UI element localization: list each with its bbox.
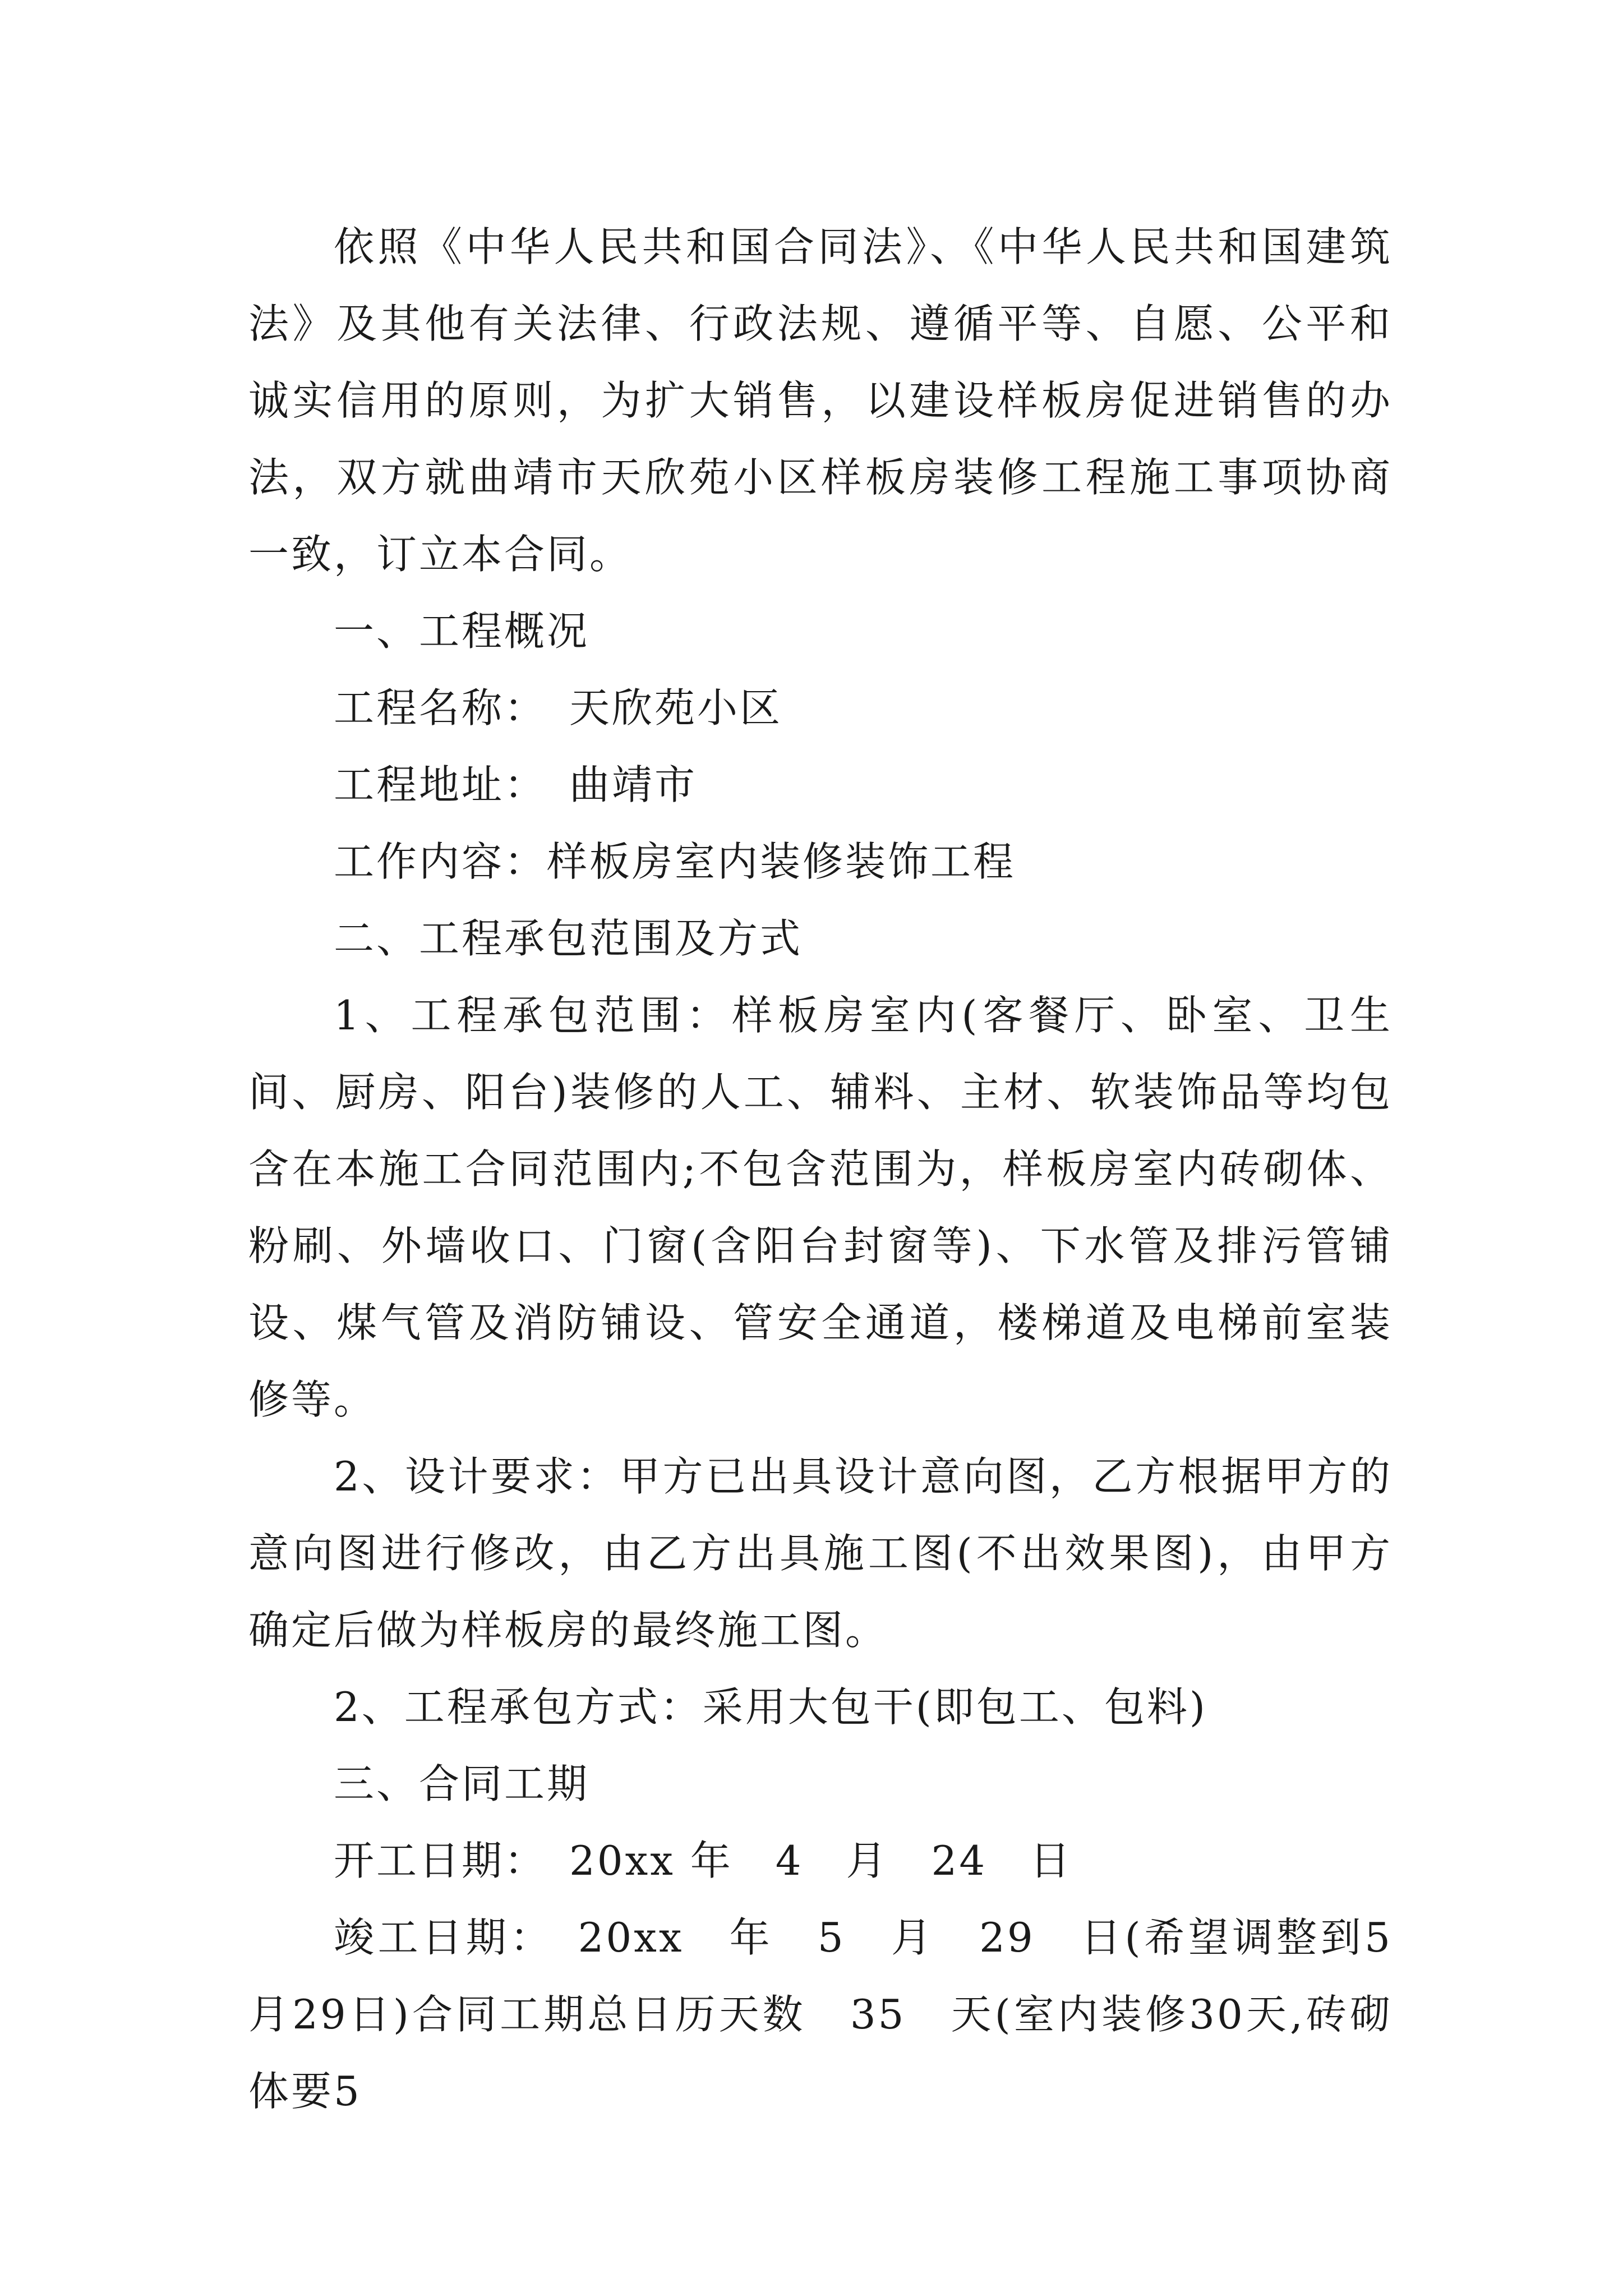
design-requirements-paragraph: 2、设计要求：甲方已出具设计意向图，乙方根据甲方的意向图进行修改，由乙方出具施工图(不出效果图)，由甲方确定后做为样板房的最终施工图。 — [248, 1453, 1393, 1654]
intro-paragraph: 依照《中华人民共和国合同法》、《中华人民共和国建筑法》及其他有关法律、行政法规、遵循平等、自愿、公平和诚实信用的原则，为扩大销售，以建设样板房促进销售的办法，双方就曲靖市天欣苑小区样板房装修工程施工事项协商一致，订立本合同。 — [248, 223, 1393, 578]
scope-paragraph: 1、工程承包范围：样板房室内(客餐厅、卧室、卫生间、厨房、阳台)装修的人工、辅料、主材、软装饰品等均包含在本施工合同范围内;不包含范围为，样板房室内砖砌体、粉刷、外墙收口、门窗(含阳台封窗等)、下水管及排污管铺设、煤气管及消防铺设、管安全通道，楼梯道及电梯前室装修等。 — [248, 992, 1393, 1423]
section-heading-project-overview: 一、工程概况 — [334, 608, 590, 655]
work-content-line: 工作内容：样板房室内装修装饰工程 — [334, 838, 1016, 885]
project-address-line: 工程地址： 曲靖市 — [334, 761, 698, 808]
section-heading-scope-method: 二、工程承包范围及方式 — [334, 915, 803, 962]
section-heading-contract-period: 三、合同工期 — [334, 1760, 590, 1807]
start-date-line: 开工日期： 20xx 年 4 月 24 日 — [334, 1837, 1073, 1884]
contract-method-line: 2、工程承包方式：采用大包干(即包工、包料) — [334, 1683, 1207, 1731]
document-body — [248, 209, 1393, 2130]
project-name-line: 工程名称： 天欣苑小区 — [334, 684, 783, 731]
completion-date-paragraph: 竣工日期： 20xx 年 5 月 29 日(希望调整到5月29日)合同工期总日历天数 35 天(室内装修30天,砖砌体要5 — [248, 1914, 1393, 2115]
